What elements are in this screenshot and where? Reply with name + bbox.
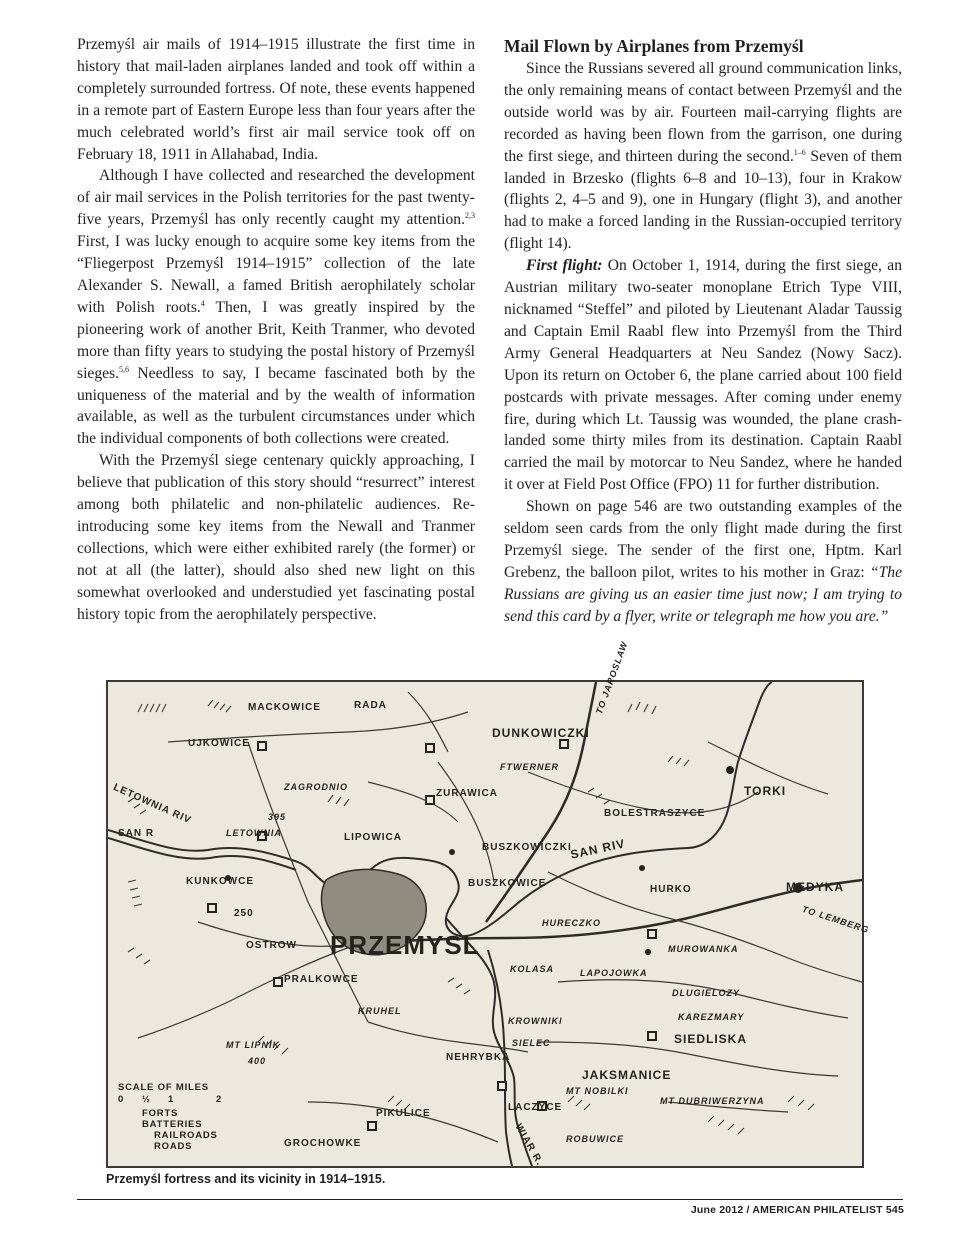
map-label-bolestraszyce: BOLESTRASZYCE (604, 808, 706, 819)
fort-marker (648, 1032, 656, 1040)
paragraph (77, 450, 475, 625)
map-label-wiar-r: WIAR R. (512, 1122, 546, 1168)
legend-scale-half: ½ (142, 1094, 151, 1105)
body-text: First, I was lucky enough to acquire some key items from the “Fliegerpost Przemyśl 1914–1915” collection of the late Alexander S. Newall, a famed British aerophilately scholar with Polish roots. (77, 233, 475, 316)
map-label-mt-lipnik: MT LIPNIK (226, 1040, 280, 1050)
map-label-h395: 395 (268, 812, 287, 822)
map-label-laczyce: LACZYCE (508, 1102, 563, 1113)
map-label-mt-nobilki: MT NOBILKI (566, 1086, 629, 1096)
map-label-siedliska: SIEDLISKA (674, 1032, 748, 1046)
fort-marker (208, 904, 216, 912)
legend-scale-1: 1 (168, 1094, 175, 1105)
map-label-ujkowice: UJKOWICE (188, 738, 250, 749)
body-text: Przemyśl air mails of 1914–1915 illustrate the first time in history that mail-laden airplanes landed and took off within a completely surrounded fortress. Of note, these events happened in a remote part of Eastern Europe less than four years after the much celebrated world’s first air mail service took off on February 18, 1911 in Allahabad, India. (77, 36, 475, 163)
map-label-san-riv: SAN RIV (569, 836, 627, 862)
map-label-mackowice: MACKOWICE (248, 702, 321, 713)
map-label-robuwice: ROBUWICE (566, 1134, 624, 1144)
map-label-medyka: MEDYKA (786, 880, 845, 894)
map-label-ftwerner: FTWERNER (500, 762, 559, 772)
fort-marker (368, 1122, 376, 1130)
body-text: With the Przemyśl siege centenary quickly approaching, I believe that publication of this story should “resurrect” interest among both philatelic and non-philatelic audiences. Re-introducing some key items from the Newall and Tranmer collections, which were either exhibited rarely (the former) or not at all (the latter), should also shed new light on this somewhat overlooked and understudied yet fascinating postal history topic from the aerophilately perspective. (77, 452, 475, 623)
map-label-zagrodnio: ZAGRODNIO (284, 782, 348, 792)
map-label-to-jaroslaw: TO JAROSLAW (594, 639, 630, 716)
body-text: Although I have collected and researched the development of air mail services in the Polish territories for the past twenty-five years, Przemyśl has only recently caught my attention. (77, 167, 475, 229)
map-label-letownia: LETOWNIA (226, 828, 282, 838)
footnote-ref: 5,6 (119, 364, 130, 374)
map-label-h250: 250 (234, 908, 254, 919)
map-label-kunkowce: KUNKOWCE (186, 876, 254, 887)
map-label-mt-dubriwerzyna: MT DUBRIWERZYNA (660, 1096, 765, 1106)
fort-marker (274, 978, 282, 986)
legend-scale-2: 2 (216, 1094, 223, 1105)
map-label-lipowica: LIPOWICA (344, 832, 402, 843)
map-label-ostrow: OSTROW (246, 940, 297, 951)
footnote-ref: 2,3 (465, 211, 475, 221)
fort-marker (258, 742, 266, 750)
paragraph (77, 165, 475, 450)
map-label-przemysl: PRZEMYSL (330, 930, 480, 960)
map-label-dlugielozy: DLUGIELOZY (672, 988, 740, 998)
map-label-hureczko: HURECZKO (542, 918, 601, 928)
map-label-rada: RADA (354, 700, 387, 711)
section-heading: Mail Flown by Airplanes from Przemyśl (504, 36, 804, 56)
footer-month: June (690, 1204, 717, 1216)
map-caption: Przemyśl fortress and its vicinity in 1914–1915. (106, 1172, 386, 1186)
fort-marker (426, 744, 434, 752)
map-label-dunkowiczki: DUNKOWICZKI (492, 726, 590, 740)
map-label-zurawica: ZURAWICA (436, 788, 498, 799)
body-text: Since the Russians severed all ground communication links, the only remaining means of contact between Przemyśl and the outside world was by air. Fourteen mail-carrying flights are recorded as having been flown from the garrison, one during the first siege, and thirteen during the second. (504, 60, 902, 165)
map-label-buszkowice: BUSZKOWICE (468, 878, 547, 889)
run-in-heading: First flight: (526, 257, 603, 275)
map-label-letownia-riv: LETOWNIA RIV (111, 782, 193, 827)
map-label-kolasa: KOLASA (510, 964, 554, 974)
paragraph (504, 58, 902, 255)
body-text: Seven of them landed in Brzesko (flights 6–8 and 10–13), four in Krakow (flights 2, 4–5 and 9), one in Hungary (flight 3), and another had to make a forced landing in the Russian-occupied territory (flight 14). (504, 147, 902, 253)
map-label-to-lemberg: TO LEMBERG (800, 904, 871, 936)
map-label-pikulice: PIKULICE (376, 1108, 431, 1119)
map-label-grochowke: GROCHOWKE (284, 1138, 362, 1149)
map-label-krownikl: KROWNIKl (508, 1016, 563, 1026)
fort-marker (498, 1082, 506, 1090)
body-text: On October 1, 1914, during the first siege, an Austrian military two-seater monoplane Etrich Type VIII, nicknamed “Steffel” and piloted by Lieutenant Aladar Taussig and Captain Emil Raabl flew into Przemyśl from the Third Army General Headquarters at Neu Sandez (Nowy Sacz). Upon its return on October 6, the plane carried about 100 field postcards with private messages. After coming under enemy fire, during which Lt. Taussig was wounded, the plane crash-landed some thirty miles from its destination. Captain Raabl carried the mail by motorcar to Neu Sandez, where he handed it over at Field Post Office (FPO) 11 for further distribution. (504, 257, 902, 494)
footnote-ref: 4 (200, 298, 205, 308)
map-legend (112, 1080, 232, 1162)
map-label-pralkowce: PRALKOWCE (284, 974, 359, 985)
left-column (77, 34, 475, 625)
footnote-ref: 1–6 (793, 147, 806, 157)
paragraph (504, 496, 902, 627)
map-label-h400: 400 (248, 1056, 267, 1066)
body-text: Then, I was greatly inspired by the pioneering work of another Brit, Keith Tranmer, who devoted more than fifty years to studying the postal history of Przemyśl sieges. (77, 298, 475, 382)
fort-marker (426, 796, 434, 804)
footer-publication: 2012 / AMERICAN PHILATELIST 545 (716, 1204, 904, 1216)
map-label-lapojowka: LAPOJOWKA (580, 968, 648, 978)
map-label-kruhel: KRUHEL (358, 1006, 402, 1016)
legend-forts: FORTS (142, 1108, 179, 1119)
paragraph (504, 255, 902, 496)
footer-rule (77, 1199, 903, 1200)
body-text: Shown on page 546 are two outstanding examples of the seldom seen cards from the only flight made during the first Przemyśl siege. The sender of the first one, Hptm. Karl Grebenz, the balloon pilot, writes to his mother in Graz: (504, 498, 902, 581)
page-footer (691, 1204, 904, 1216)
map-label-jaksmanice: JAKSMANICE (582, 1068, 672, 1082)
legend-scale-0: 0 (118, 1094, 125, 1105)
legend-roads: ROADS (154, 1141, 193, 1152)
legend-scale-title: SCALE OF MILES (118, 1082, 209, 1093)
fort-marker (648, 930, 656, 938)
map-label-san-r: SAN R (118, 828, 155, 839)
map-label-buszkowiczki: BUSZKOWICZKI (482, 842, 572, 853)
map-label-sielec: SIELEC (512, 1038, 551, 1048)
legend-batteries: BATTERIES (142, 1119, 203, 1130)
map-label-karezmary: KAREZMARY (678, 1012, 745, 1022)
fort-marker (560, 740, 568, 748)
paragraph (77, 34, 475, 165)
map-label-nehrybka: NEHRYBKA (446, 1052, 511, 1063)
right-column (504, 34, 902, 628)
body-text: Needless to say, I became fascinated both by the uniqueness of the material and by the wealth of information available, as well as the turbulent circumstances under which the individual components of both collections were created. (77, 364, 475, 448)
legend-railroads: RAILROADS (154, 1130, 218, 1141)
quote-text: “The Russians are giving us an easier time just now; I am trying to send this card by a flyer, write or telegraph me how you are.” (504, 563, 902, 625)
map-label-murowanka: MUROWANKA (668, 944, 739, 954)
map-label-torki: TORKI (744, 784, 787, 798)
fortress-map (106, 639, 871, 1168)
map-label-hurko: HURKO (650, 884, 692, 895)
